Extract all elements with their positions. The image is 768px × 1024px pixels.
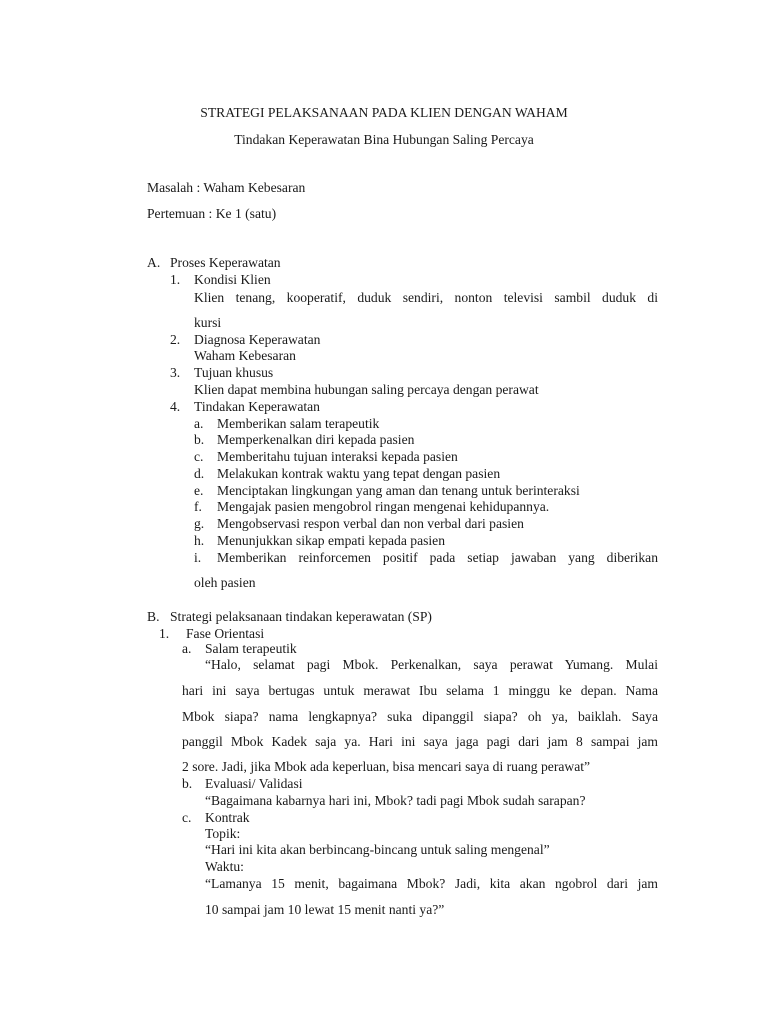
dialogue-line: “Halo, selamat pagi Mbok. Perkenalkan, saya perawat Yumang. Mulai (205, 657, 658, 672)
dialogue-line: Mbok siapa? nama lengkapnya? suka dipanggil siapa? oh ya, baiklah. Saya (182, 709, 658, 724)
action-letter: f. (194, 499, 202, 514)
section-a-marker: A. (147, 255, 161, 270)
topik-label: Topik: (205, 826, 241, 841)
item-text: Waham Kebesaran (194, 348, 296, 363)
masalah-line: Masalah : Waham Kebesaran (147, 180, 306, 195)
item-number: 4. (170, 399, 181, 414)
dialogue-line: hari ini saya bertugas untuk merawat Ibu selama 1 minggu ke depan. Nama (182, 683, 658, 698)
action-text: Mengobservasi respon verbal dan non verbal dari pasien (217, 516, 524, 531)
action-letter: b. (194, 432, 205, 447)
dialogue-line: “Hari ini kita akan berbincang-bincang untuk saling mengenal” (205, 842, 550, 857)
phase-title: Fase Orientasi (186, 626, 265, 641)
item-text: Klien tenang, kooperatif, duduk sendiri, nonton televisi sambil duduk di (194, 290, 658, 305)
section-b-marker: B. (147, 609, 160, 624)
dialogue-line: 10 sampai jam 10 lewat 15 menit nanti ya?” (205, 902, 445, 917)
action-text: Melakukan kontrak waktu yang tepat dengan pasien (217, 466, 501, 481)
action-letter: a. (194, 416, 204, 431)
action-letter: e. (194, 483, 204, 498)
item-title: Tindakan Keperawatan (194, 399, 320, 414)
action-text: Memperkenalkan diri kepada pasien (217, 432, 415, 447)
item-title: Tujuan khusus (194, 365, 274, 380)
pertemuan-line: Pertemuan : Ke 1 (satu) (147, 206, 277, 221)
document-title: STRATEGI PELAKSANAAN PADA KLIEN DENGAN WAHAM (200, 105, 568, 120)
action-letter: d. (194, 466, 205, 481)
sub-letter: b. (182, 776, 193, 791)
sub-title: Evaluasi/ Validasi (205, 776, 303, 791)
sub-title: Kontrak (205, 810, 250, 825)
item-number: 1. (170, 272, 181, 287)
section-b-heading: Strategi pelaksanaan tindakan keperawatan (SP) (170, 609, 432, 624)
phase-number: 1. (159, 626, 170, 641)
action-letter: i. (194, 550, 202, 565)
item-title: Diagnosa Keperawatan (194, 332, 321, 347)
action-text: Memberikan salam terapeutik (217, 416, 380, 431)
action-text: Memberitahu tujuan interaksi kepada pasien (217, 449, 458, 464)
action-text: Menciptakan lingkungan yang aman dan tenang untuk berinteraksi (217, 483, 580, 498)
dialogue-line: panggil Mbok Kadek saja ya. Hari ini saya jaga pagi dari jam 8 sampai jam (182, 734, 658, 749)
sub-title: Salam terapeutik (205, 641, 297, 656)
action-letter: h. (194, 533, 205, 548)
item-number: 2. (170, 332, 181, 347)
action-text: Menunjukkan sikap empati kepada pasien (217, 533, 446, 548)
action-letter: g. (194, 516, 205, 531)
action-text-continued: oleh pasien (194, 575, 256, 590)
waktu-label: Waktu: (205, 859, 244, 874)
action-text: Mengajak pasien mengobrol ringan mengenai kehidupannya. (217, 499, 550, 514)
sub-letter: a. (182, 641, 192, 656)
section-a-heading: Proses Keperawatan (170, 255, 281, 270)
sub-letter: c. (182, 810, 192, 825)
dialogue-line: 2 sore. Jadi, jika Mbok ada keperluan, bisa mencari saya di ruang perawat” (182, 759, 591, 774)
item-title: Kondisi Klien (194, 272, 271, 287)
document-subtitle: Tindakan Keperawatan Bina Hubungan Saling Percaya (234, 132, 534, 147)
item-text: kursi (194, 315, 222, 330)
action-text: Memberikan reinforcemen positif pada setiap jawaban yang diberikan (217, 550, 658, 565)
dialogue-line: “Lamanya 15 menit, bagaimana Mbok? Jadi, kita akan ngobrol dari jam (205, 876, 658, 891)
action-letter: c. (194, 449, 204, 464)
item-number: 3. (170, 365, 181, 380)
dialogue-line: “Bagaimana kabarnya hari ini, Mbok? tadi pagi Mbok sudah sarapan? (205, 793, 586, 808)
item-text: Klien dapat membina hubungan saling percaya dengan perawat (194, 382, 539, 397)
